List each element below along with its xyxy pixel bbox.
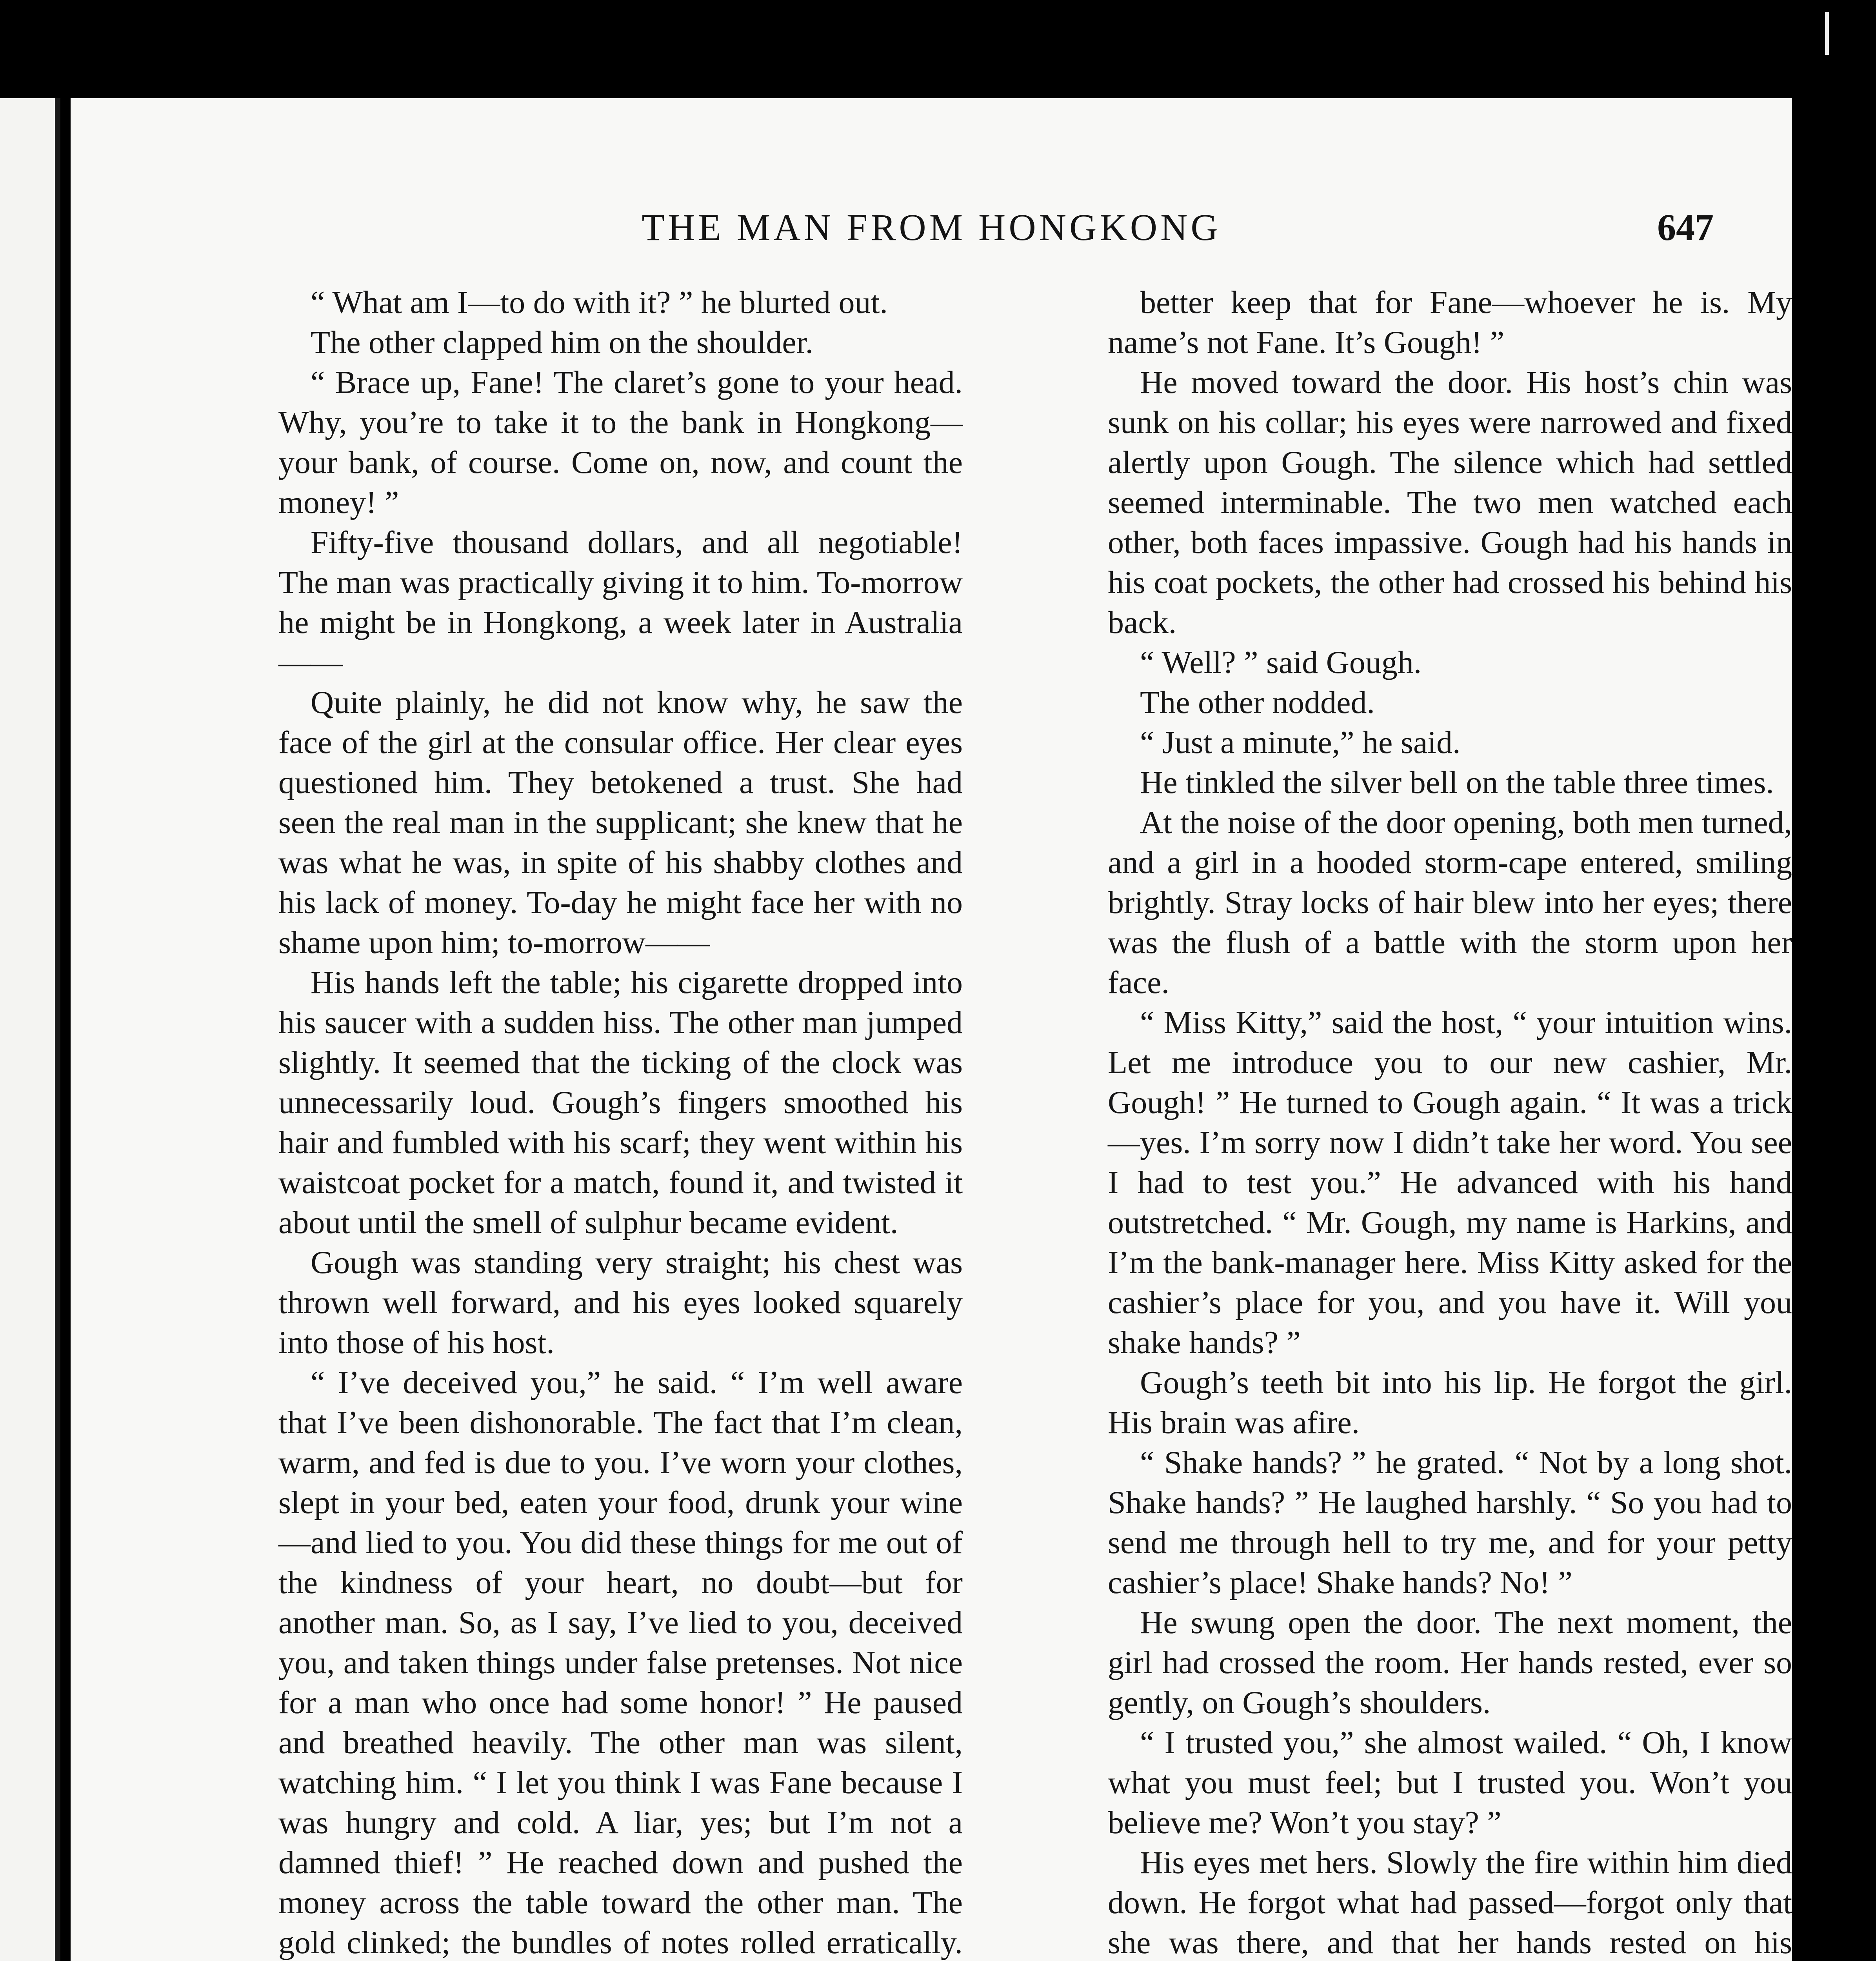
book-page xyxy=(71,98,1792,1961)
paragraph: His hands left the table; his cigarette dropped into his saucer with a sudden hiss. The other man jumped slightly. It seemed that the ticking of the clock was unnecessarily loud. Gough’s fingers smoothed his hair and fumbled with his scarf; they went within his waistcoat pocket for a match, found it, and twisted it about until the smell of sulphur became evident. xyxy=(278,964,963,1240)
paragraph: He tinkled the silver bell on the table three times. xyxy=(1140,764,1774,800)
paragraph: Gough was standing very straight; his chest was thrown well forward, and his eyes looked squarely into those of his host. xyxy=(278,1244,963,1360)
paragraph: He swung open the door. The next moment, the girl had crossed the room. Her hands rested, ever so gently, on Gough’s shoulders. xyxy=(1108,1604,1792,1720)
page-header xyxy=(71,204,1792,251)
paragraph: “ I’ve deceived you,” he said. “ I’m well aware that I’ve been dishonorable. The fact that I’m clean, warm, and fed is due to you. I’ve worn your clothes, slept in your bed, eaten your food, drunk your wine—and lied to you. You did these things for me out of the kindness of your heart, no doubt—but for another man. So, as I say, I’ve lied to you, deceived you, and taken things under false pretenses. Not nice for a man who once had some honor! ” He paused and breathed heavily. The other man was silent, watching him. “ I let you think I was Fane because I was hungry and cold. A liar, yes; but I’m not a damned thief! ” He reached down and pushed the money across the table toward the other man. The gold clinked; the bundles of notes rolled erratically. xyxy=(278,1364,963,1960)
adjacent-page-edge xyxy=(0,98,60,1961)
page-number: 647 xyxy=(1657,206,1714,248)
paragraph: “ Brace up, Fane! The claret’s gone to your head. Why, you’re to take it to the bank in Hongkong—your bank, of course. Come on, now, and count the money! ” xyxy=(278,364,963,520)
paragraph: Quite plainly, he did not know why, he saw the face of the girl at the consular office. Her clear eyes questioned him. They betokened a trust. She had seen the real man in the supplicant; she knew that he was what he was, in spite of his shabby clothes and his lack of money. To-day he might face her with no shame upon him; to-morrow—— xyxy=(278,684,963,960)
paragraph: Gough’s teeth bit into his lip. He forgot the girl. His brain was afire. xyxy=(1108,1364,1792,1440)
paragraph: His eyes met hers. Slowly the fire within him died down. He forgot what had passed—forgot only that she was there, and that her hands rested on his xyxy=(1108,1845,1792,1960)
running-title: THE MAN FROM HONGKONG xyxy=(642,206,1221,248)
scan-mark xyxy=(1825,12,1829,55)
paragraph: “ Shake hands? ” he grated. “ Not by a long shot. Shake hands? ” He laughed harshly. “ So you had to send me through hell to try me, and for your petty cashier’s place! Shake hands? No! ” xyxy=(1108,1444,1792,1600)
paragraph: “ What am I—to do with it? ” he blurted out. xyxy=(311,284,888,320)
left-column xyxy=(278,282,963,1961)
paragraph: “ Miss Kitty,” said the host, “ your intuition wins. Let me introduce you to our new cashier, Mr. Gough! ” He turned to Gough again. “ It was a trick—yes. I’m sorry now I didn’t take her word. You see I had to test you.” He advanced with his hand outstretched. “ Mr. Gough, my name is Harkins, and I’m the bank-manager here. Miss Kitty asked for the cashier’s place for you, and you have it. Will you shake hands? ” xyxy=(1108,1004,1792,1360)
paragraph: At the noise of the door opening, both men turned, and a girl in a hooded storm-cape entered, smiling brightly. Stray locks of hair blew into her eyes; there was the flush of a battle with the storm upon her face. xyxy=(1108,804,1792,1000)
paragraph: The other nodded. xyxy=(1140,684,1375,720)
paragraph: “ I trusted you,” she almost wailed. “ Oh, I know what you must feel; but I trusted you. Won’t you believe me? Won’t you stay? ” xyxy=(1108,1725,1792,1840)
paragraph: better keep that for Fane—whoever he is. My name’s not Fane. It’s Gough! ” xyxy=(1108,284,1792,360)
right-column xyxy=(1108,282,1792,1961)
paragraph: “ Well? ” said Gough. xyxy=(1140,644,1422,680)
paragraph: He moved toward the door. His host’s chin was sunk on his collar; his eyes were narrowed and fixed alertly upon Gough. The silence which had settled seemed interminable. The two men watched each other, both faces impassive. Gough had his hands in his coat pockets, the other had crossed his behind his back. xyxy=(1108,364,1792,640)
paragraph: Fifty-five thousand dollars, and all negotiable! The man was practically giving it to him. To-morrow he might be in Hongkong, a week later in Australia—— xyxy=(278,524,963,680)
paragraph: The other clapped him on the shoulder. xyxy=(311,324,814,360)
paragraph: “ Just a minute,” he said. xyxy=(1140,724,1461,760)
text-columns xyxy=(278,282,1792,1961)
